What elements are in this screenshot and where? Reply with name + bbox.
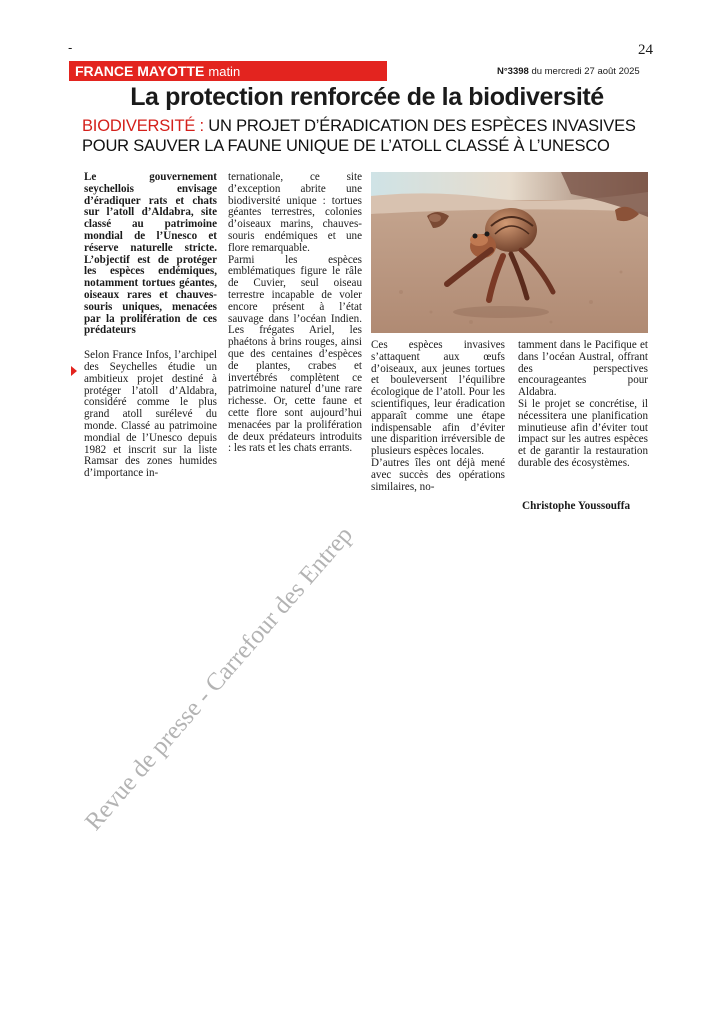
watermark-text: Revue de presse - Carrefour des Entrep	[80, 521, 359, 836]
article-subhead	[82, 116, 662, 156]
issue-date: du mercredi 27 août 2025	[531, 66, 640, 77]
paragraph-marker-icon	[71, 366, 77, 376]
article-paragraph: tamment dans le Pacifique et dans l’océan Austral, offrant des perspectives encourageantes pour Aldabra.	[518, 339, 648, 399]
article-lead: Le gouvernement seychellois envisage d’éradiquer rats et chats sur l’atoll d’Aldabra, site classé au patrimoine mondial de l’Unesco et réserve naturelle stricte. L’objectif est de protéger les espèces endémiques, notamment tortues géantes, oiseaux rares et chauves-souris uniques, menacées par la prolifération de ces prédateurs	[84, 171, 217, 337]
article-paragraph: Selon France Infos, l’archipel des Seychelles étudie un ambitieux projet destiné à protéger l’atoll d’Aldabra, considéré comme le plus grand atoll surélevé du monde. Classé au patrimoine mondial de l’Unesco depuis 1982 et inscrit sur la liste Ramsar des zones humides d’importance in-	[84, 349, 217, 480]
subhead-text: UN PROJET D’ÉRADICATION DES ESPÈCES INVASIVES POUR SAUVER LA FAUNE UNIQUE DE L’ATOLL CLASSÉ À L’UNESCO	[82, 117, 636, 155]
article-paragraph: Si le projet se concrétise, il nécessitera une planification minutieuse afin d’éviter tout impact sur les autres espèces et de garantir la restauration durable des écosystèmes.	[518, 397, 648, 469]
article-column-4	[518, 340, 648, 470]
article-paragraph: D’autres îles ont déjà mené avec succès des opérations similaires, no-	[371, 456, 505, 493]
article-column-2	[228, 172, 362, 455]
issue-info	[497, 66, 640, 77]
article-photo	[371, 172, 648, 333]
publication-banner	[69, 61, 387, 81]
article-column-1	[84, 172, 217, 480]
article-headline: La protection renforcée de la biodiversité	[130, 83, 604, 111]
article-paragraph: ternationale, ce site d’exception abrite une biodiversité unique : tortues géantes terrestres, colonies d’oiseaux marins, chauves-souris endémiques et une flore remarquable.	[228, 171, 362, 254]
subhead-kicker: BIODIVERSITÉ :	[82, 117, 204, 135]
header-dash: -	[68, 40, 73, 55]
article-column-3	[371, 340, 505, 493]
article-paragraph: Parmi les espèces emblématiques figure le râle de Cuvier, seul oiseau terrestre incapable de voler encore présent à l’état sauvage dans l’océan Indien. Les frégates Ariel, les phaétons à brins rouges, ainsi que des centaines d’espèces de plantes, crabes et invertébrés complètent ce patrimoine naturel d’une rare richesse. Or, cette faune et cette flore sont aujourd’hui menacées par la prolifération de deux prédateurs introduits : les rats et les chats errants.	[228, 253, 362, 455]
publication-edition: matin	[208, 64, 241, 79]
publication-name: FRANCE MAYOTTE	[75, 63, 205, 79]
page-number: 24	[638, 42, 653, 58]
article-paragraph: Ces espèces invasives s’attaquent aux œufs d’oiseaux, aux jeunes tortues et bouleversent l’équilibre écologique de l’atoll. Pour les scientifiques, leur éradication apparaît comme une étape indispensable afin d’éviter une disparition irréversible de plusieurs espèces locales.	[371, 339, 505, 458]
issue-number: N°3398	[497, 66, 529, 77]
article-byline: Christophe Youssouffa	[522, 500, 631, 512]
